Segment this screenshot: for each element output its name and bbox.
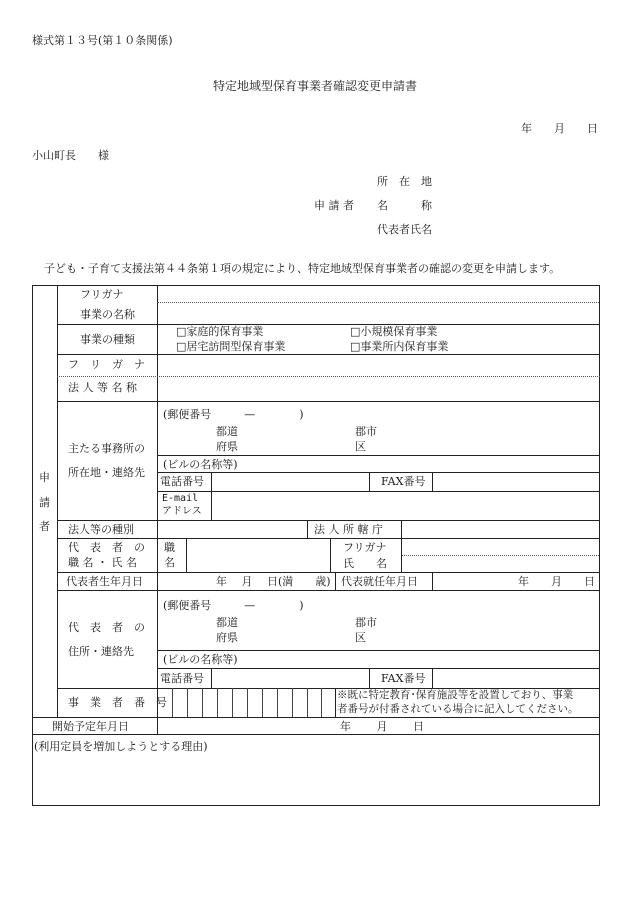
- business-type-label: 事業の種類: [80, 333, 135, 346]
- rep-fax-label: FAX番号: [381, 672, 426, 685]
- rep-title-field[interactable]: [187, 539, 329, 571]
- corp-authority-label: 法 人 所 轄 庁: [314, 523, 383, 536]
- checkbox-home-visit-daycare[interactable]: □居宅訪問型保育事業: [176, 340, 286, 353]
- prefecture-label: 都道: [216, 425, 238, 438]
- rep-prefecture-label-2: 府県: [216, 631, 238, 644]
- addressee: 小山町長 様: [32, 149, 109, 162]
- reason-field[interactable]: [34, 756, 598, 803]
- building-name-label: (ビルの名称等): [163, 458, 238, 471]
- business-number-note-2: 者番号が付番されている場合に記入してください。: [337, 703, 579, 715]
- form-number: 様式第１３号(第１０条関係): [32, 34, 173, 47]
- rep-furigana-label: フリガナ: [343, 541, 387, 554]
- checkbox-family-daycare[interactable]: □家庭的保育事業: [176, 325, 264, 338]
- corp-name-field[interactable]: [158, 377, 599, 400]
- document-title: 特定地域型保育事業者確認変更申請書: [212, 79, 417, 93]
- rep-address-label-2: 住所・連絡先: [68, 645, 134, 658]
- title-label-2: 名: [164, 556, 175, 569]
- title-label: 職: [164, 541, 175, 554]
- business-name-label: 事業の名称: [80, 308, 135, 321]
- checkbox-workplace-daycare[interactable]: □事業所内保育事業: [350, 340, 449, 353]
- rep-address-label: 代 表 者 の: [68, 621, 145, 634]
- rep-start-value[interactable]: 年 月 日: [518, 575, 595, 588]
- side-label-char: 者: [39, 520, 50, 533]
- start-date-value[interactable]: 年 月 日: [340, 720, 424, 733]
- rep-start-label: 代表就任年月日: [341, 575, 418, 588]
- fax-label: FAX番号: [381, 475, 426, 488]
- ward-label: 区: [355, 440, 366, 453]
- corp-name-label: 法 人 等 名 称: [68, 381, 137, 394]
- corp-type-field[interactable]: [158, 521, 306, 537]
- phone-label: 電話番号: [160, 475, 204, 488]
- email-label-2: アドレス: [162, 506, 202, 517]
- main-office-label-2: 所在地・連絡先: [68, 466, 145, 479]
- phone-field[interactable]: [212, 473, 368, 490]
- business-name-field[interactable]: [158, 303, 599, 323]
- furigana-label: フリガナ: [80, 288, 124, 301]
- corp-type-label: 法人等の種別: [68, 523, 134, 536]
- application-statement: 子ども・子育て支援法第４４条第１項の規定により、特定地域型保育事業者の確認の変更を申請します。: [44, 262, 561, 275]
- reason-label: (利用定員を増加しようとする理由): [34, 740, 208, 753]
- start-date-label: 開始予定年月日: [52, 720, 129, 733]
- business-number-note: ※既に特定教育･保育施設等を設置しており、事業: [337, 689, 574, 701]
- applicant-location-label: 所 在 地: [377, 175, 432, 188]
- rep-building-name-label: (ビルの名称等): [163, 653, 238, 666]
- rep-title-label-2: 職 名 ・ 氏 名: [68, 556, 137, 569]
- applicant-label: 申 請 者: [314, 199, 354, 212]
- rep-postal-code-field[interactable]: (郵便番号 — ): [163, 599, 304, 612]
- prefecture-label-2: 府県: [216, 440, 238, 453]
- postal-code-field[interactable]: (郵便番号 — ): [163, 408, 304, 421]
- rep-phone-field[interactable]: [212, 669, 368, 687]
- fax-field[interactable]: [433, 473, 598, 490]
- corp-authority-field[interactable]: [402, 521, 598, 537]
- rep-prefecture-label: 都道: [216, 616, 238, 629]
- business-number-field[interactable]: [158, 689, 334, 716]
- main-office-label: 主たる事務所の: [68, 442, 145, 455]
- rep-name-label: 氏 名: [343, 557, 387, 570]
- rep-birth-label: 代表者生年月日: [66, 575, 143, 588]
- business-number-label: 事 業 者 番 号: [68, 696, 167, 709]
- corp-furigana-label: フ リ ガ ナ: [68, 358, 145, 371]
- rep-name-field[interactable]: [402, 556, 598, 571]
- applicant-name-label: 名 称: [377, 199, 432, 212]
- checkbox-small-daycare[interactable]: □小規模保育事業: [350, 325, 438, 338]
- side-label-char: 申: [39, 471, 50, 484]
- rep-ward-label: 区: [355, 631, 366, 644]
- rep-phone-label: 電話番号: [160, 672, 204, 685]
- applicant-rep-label: 代表者氏名: [377, 223, 432, 236]
- city-label: 郡市: [355, 425, 377, 438]
- submission-date: 年 月 日: [521, 122, 598, 135]
- rep-fax-field[interactable]: [433, 669, 598, 687]
- email-field[interactable]: [212, 492, 598, 519]
- email-label: E-mail: [162, 493, 199, 504]
- side-label-char: 請: [39, 496, 50, 509]
- rep-city-label: 郡市: [355, 616, 377, 629]
- rep-title-label: 代 表 者 の: [68, 541, 145, 554]
- rep-birth-value[interactable]: 年 月 日(満 歳): [216, 575, 331, 588]
